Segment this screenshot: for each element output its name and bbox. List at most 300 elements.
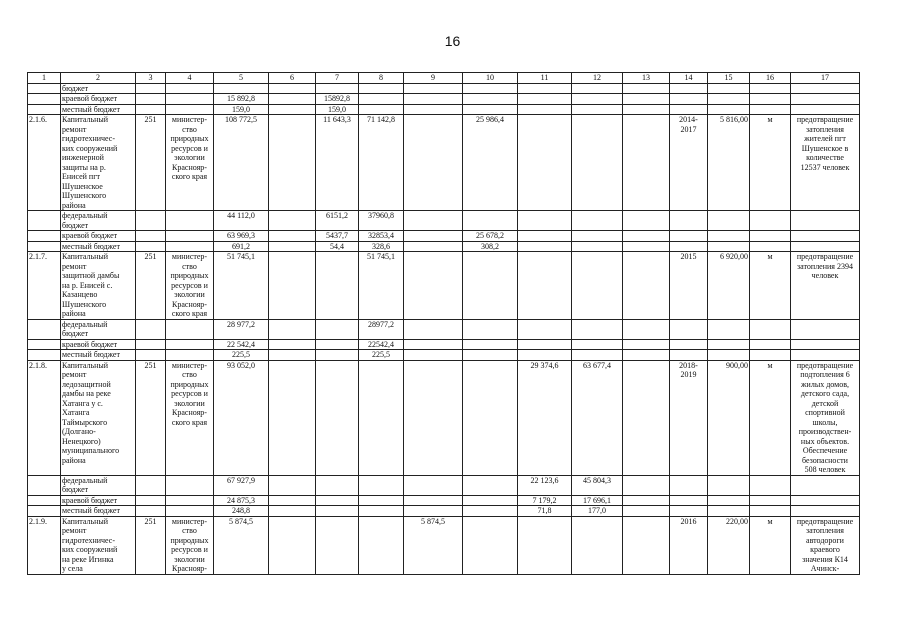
table-cell [269,104,316,115]
table-cell: 2.1.8. [28,360,61,475]
table-cell [269,241,316,252]
table-cell [269,211,316,231]
budget-subrow [28,506,860,517]
table-cell: 308,2 [463,241,518,252]
table-cell [404,339,463,350]
table-cell [670,94,708,105]
table-cell [166,231,214,242]
table-cell: Капитальный ремонт защитной дамбы на р. Енисей с. Казанцево Шушенского района [61,252,136,320]
table-cell [572,350,623,361]
table-cell: м [750,360,791,475]
table-cell [463,339,518,350]
table-cell [791,350,860,361]
table-cell [136,475,166,495]
header-cell: 13 [623,73,670,84]
table-cell [404,241,463,252]
table-cell [316,360,359,475]
budget-subrow [28,350,860,361]
table-cell [708,211,750,231]
table-cell: 159,0 [214,104,269,115]
table-cell: 328,6 [359,241,404,252]
table-cell [463,211,518,231]
table-cell: 71,8 [518,506,572,517]
budget-subrow [28,104,860,115]
table-cell [269,350,316,361]
table-cell [791,83,860,94]
table-cell [359,495,404,506]
header-cell: 2 [61,73,136,84]
table-cell [136,104,166,115]
table-cell [518,350,572,361]
table-cell: 17 696,1 [572,495,623,506]
budget-subrow [28,94,860,105]
table-cell [623,339,670,350]
table-cell [518,83,572,94]
table-cell [623,475,670,495]
table-cell [316,506,359,517]
project-row [28,516,860,574]
table-cell [623,252,670,320]
table-cell: краевой бюджет [61,339,136,350]
table-cell: 251 [136,252,166,320]
table-cell [269,506,316,517]
table-cell [136,241,166,252]
table-cell: 2.1.6. [28,115,61,211]
table-cell: 248,8 [214,506,269,517]
table-cell [518,339,572,350]
table-cell [750,339,791,350]
table-cell [670,83,708,94]
table-cell [791,104,860,115]
table-cell: 22 542,4 [214,339,269,350]
table-cell [791,319,860,339]
table-cell [623,506,670,517]
table-cell [316,252,359,320]
table-cell: 67 927,9 [214,475,269,495]
table-cell [404,252,463,320]
header-cell: 3 [136,73,166,84]
table-cell: местный бюджет [61,104,136,115]
table-cell: 2.1.9. [28,516,61,574]
table-cell: 2018- 2019 [670,360,708,475]
table-cell [269,83,316,94]
table-cell [463,83,518,94]
table-cell [623,83,670,94]
table-cell [670,506,708,517]
table-cell [791,339,860,350]
budget-subrow [28,241,860,252]
table-cell: 37960,8 [359,211,404,231]
table-cell [269,252,316,320]
header-cell: 1 [28,73,61,84]
table-cell: бюджет [61,83,136,94]
table-cell [214,83,269,94]
table-cell [791,94,860,105]
budget-subrow [28,475,860,495]
table-cell [670,241,708,252]
table-cell [750,495,791,506]
table-cell [359,83,404,94]
table-cell: 251 [136,115,166,211]
table-cell: 220,00 [708,516,750,574]
table-cell [316,319,359,339]
table-cell: 251 [136,360,166,475]
table-cell: 2.1.7. [28,252,61,320]
header-cell: 12 [572,73,623,84]
table-cell: 177,0 [572,506,623,517]
table-cell [316,475,359,495]
table-cell: 51 745,1 [214,252,269,320]
table-cell: Капитальный ремонт ледозащитной дамбы на реке Хатанга у с. Хатанга Таймырского (Долгано- Ненецкого) муниципального района [61,360,136,475]
header-cell: 6 [269,73,316,84]
table-cell [404,115,463,211]
table-cell: местный бюджет [61,506,136,517]
table-cell [404,350,463,361]
table-cell [316,516,359,574]
table-cell [708,339,750,350]
table-cell [166,495,214,506]
table-cell: 28977,2 [359,319,404,339]
table-cell: Капитальный ремонт гидротехничес- ких сооружений на реке Игинка у села [61,516,136,574]
table-cell [136,319,166,339]
table-cell [28,495,61,506]
table-cell: министер- ство природных ресурсов и экологии Краснояр- [166,516,214,574]
table-cell: 900,00 [708,360,750,475]
table-cell [750,231,791,242]
table-cell [791,475,860,495]
table-cell: 28 977,2 [214,319,269,339]
header-cell: 9 [404,73,463,84]
table-cell [359,516,404,574]
table-cell: 2014- 2017 [670,115,708,211]
budget-subrow [28,495,860,506]
table-cell [708,241,750,252]
table-cell [518,252,572,320]
table-cell [166,241,214,252]
table-cell [572,516,623,574]
project-row [28,252,860,320]
table-cell: м [750,516,791,574]
table-cell [166,350,214,361]
table-cell [404,231,463,242]
table-cell [269,495,316,506]
table-cell [136,495,166,506]
table-cell [572,211,623,231]
table-cell [750,104,791,115]
header-cell: 14 [670,73,708,84]
table-cell [269,516,316,574]
table-cell [791,231,860,242]
table-cell [623,241,670,252]
table-cell [791,506,860,517]
table-cell: 24 875,3 [214,495,269,506]
table-cell [518,94,572,105]
table-cell [404,506,463,517]
table-cell [623,350,670,361]
budget-subrow [28,339,860,350]
table-cell: 2016 [670,516,708,574]
table-cell [518,231,572,242]
table-cell [670,475,708,495]
header-cell: 5 [214,73,269,84]
table-cell: 15892,8 [316,94,359,105]
table-cell [28,83,61,94]
table-cell [269,319,316,339]
table-cell [269,231,316,242]
table-cell [136,350,166,361]
table-cell [166,506,214,517]
table-cell [623,231,670,242]
table-cell [518,516,572,574]
table-cell: 93 052,0 [214,360,269,475]
table-cell [750,94,791,105]
table-cell [136,231,166,242]
table-cell: федеральный бюджет [61,319,136,339]
table-cell [166,83,214,94]
table-cell [166,475,214,495]
table-cell: краевой бюджет [61,231,136,242]
table-cell [623,360,670,475]
table-cell [404,94,463,105]
table-cell [572,83,623,94]
table-cell [404,104,463,115]
table-cell [623,115,670,211]
header-cell: 11 [518,73,572,84]
table-cell: краевой бюджет [61,94,136,105]
table-cell [28,475,61,495]
table-cell: 5 874,5 [214,516,269,574]
table-cell: 159,0 [316,104,359,115]
table-cell: 54,4 [316,241,359,252]
table-cell [670,211,708,231]
project-row [28,360,860,475]
table-cell [708,319,750,339]
table-cell [670,350,708,361]
table-cell [670,104,708,115]
table-cell [518,319,572,339]
table-cell [572,252,623,320]
table-cell [623,516,670,574]
table-cell [670,339,708,350]
header-cell: 4 [166,73,214,84]
table-cell: предотвращение затопления 2394 человек [791,252,860,320]
budget-subrow [28,83,860,94]
table-cell [136,506,166,517]
table-cell [463,319,518,339]
table-cell [670,231,708,242]
header-cell: 17 [791,73,860,84]
table-cell [404,319,463,339]
table-cell [28,104,61,115]
table-cell [359,104,404,115]
table-cell [28,231,61,242]
budget-subrow [28,319,860,339]
table-cell [316,495,359,506]
table-cell: 63 969,3 [214,231,269,242]
table-cell [404,211,463,231]
table-cell: 7 179,2 [518,495,572,506]
table-cell: 251 [136,516,166,574]
table-cell [572,115,623,211]
table-cell [166,211,214,231]
table-cell: 6151,2 [316,211,359,231]
table-cell [708,231,750,242]
table-cell [750,319,791,339]
table-cell [28,339,61,350]
table-cell [404,83,463,94]
table-cell: федеральный бюджет [61,475,136,495]
program-table [27,72,860,575]
table-cell [269,360,316,475]
table-cell [166,94,214,105]
table-cell: министер- ство природных ресурсов и экологии Краснояр- ского края [166,252,214,320]
header-cell: 7 [316,73,359,84]
table-cell [572,319,623,339]
table-cell [623,104,670,115]
header-cell: 16 [750,73,791,84]
table-cell [136,211,166,231]
table-cell: 5 816,00 [708,115,750,211]
table-cell [316,339,359,350]
table-cell: м [750,115,791,211]
table-cell [572,104,623,115]
table-cell [463,360,518,475]
table-cell: предотвращение затопления автодороги краевого значения К14 Ачинск- [791,516,860,574]
table-cell: 45 804,3 [572,475,623,495]
header-row [28,73,860,84]
table-cell [518,115,572,211]
table-cell [316,350,359,361]
table-cell [518,211,572,231]
table-cell [518,104,572,115]
table-cell [791,495,860,506]
table-cell [316,83,359,94]
table-cell [166,339,214,350]
table-cell: 2015 [670,252,708,320]
table-cell: 15 892,8 [214,94,269,105]
table-cell [708,475,750,495]
table-cell [166,104,214,115]
table-cell [750,475,791,495]
budget-subrow [28,231,860,242]
table-cell [28,241,61,252]
table-cell [463,350,518,361]
table-cell [623,211,670,231]
header-cell: 10 [463,73,518,84]
table-cell: 691,2 [214,241,269,252]
table-cell: 5 874,5 [404,516,463,574]
table-cell [791,241,860,252]
table-cell [269,339,316,350]
table-cell: 225,5 [214,350,269,361]
table-cell [708,350,750,361]
table-cell: 11 643,3 [316,115,359,211]
table-cell: Капитальный ремонт гидротехничес- ких сооружений инженерной защиты на р. Енисей пгт Шушенское Шушенского района [61,115,136,211]
table-cell [404,495,463,506]
table-cell [623,495,670,506]
table-cell [28,319,61,339]
table-cell [750,83,791,94]
table-cell: 108 772,5 [214,115,269,211]
table-cell [359,506,404,517]
table-cell [670,495,708,506]
table-cell [623,319,670,339]
table-cell [572,94,623,105]
table-cell: федеральный бюджет [61,211,136,231]
table-cell [572,231,623,242]
table-cell [750,350,791,361]
table-cell [269,475,316,495]
table-cell [463,506,518,517]
table-cell [269,94,316,105]
table-cell: 22 123,6 [518,475,572,495]
table-cell [463,516,518,574]
table-cell: 5437,7 [316,231,359,242]
table-cell [404,360,463,475]
page-number: 16 [444,33,461,49]
header-cell: 8 [359,73,404,84]
table-cell: местный бюджет [61,241,136,252]
table-cell: 25 678,2 [463,231,518,242]
table-cell [404,475,463,495]
table-cell [28,94,61,105]
budget-subrow [28,211,860,231]
table-cell [572,339,623,350]
table-cell: министер- ство природных ресурсов и экологии Краснояр- ского края [166,360,214,475]
table-cell: 44 112,0 [214,211,269,231]
table-cell: 29 374,6 [518,360,572,475]
table-cell [359,94,404,105]
table-cell: предотвращение затопления жителей пгт Шушенское в количестве 12537 человек [791,115,860,211]
table-cell [136,339,166,350]
table-cell [136,94,166,105]
table-cell [463,94,518,105]
table-cell: 51 745,1 [359,252,404,320]
table-cell [359,475,404,495]
table-cell [28,350,61,361]
table-cell [708,104,750,115]
table-cell [708,495,750,506]
table-cell [463,495,518,506]
table-cell [670,319,708,339]
table-cell [136,83,166,94]
table-cell: краевой бюджет [61,495,136,506]
table-cell: министер- ство природных ресурсов и экологии Краснояр- ского края [166,115,214,211]
table-cell: 6 920,00 [708,252,750,320]
table-cell [359,360,404,475]
table-cell [791,211,860,231]
table-cell: м [750,252,791,320]
table-cell: 25 986,4 [463,115,518,211]
project-row [28,115,860,211]
table-cell: предотвращение подтопления 6 жилых домов, детского сада, детской спортивной школы, производствен- ных объектов. Обеспечение безопасности 508 человек [791,360,860,475]
table-cell: 63 677,4 [572,360,623,475]
header-cell: 15 [708,73,750,84]
table-cell [708,506,750,517]
table-cell [750,506,791,517]
table-cell [708,83,750,94]
table-cell [518,241,572,252]
table-cell [463,252,518,320]
table-cell: 225,5 [359,350,404,361]
table-cell [623,94,670,105]
table-cell [166,319,214,339]
table-cell [750,211,791,231]
table-cell [572,241,623,252]
table-cell: 22542,4 [359,339,404,350]
table-cell [269,115,316,211]
table-cell [463,104,518,115]
